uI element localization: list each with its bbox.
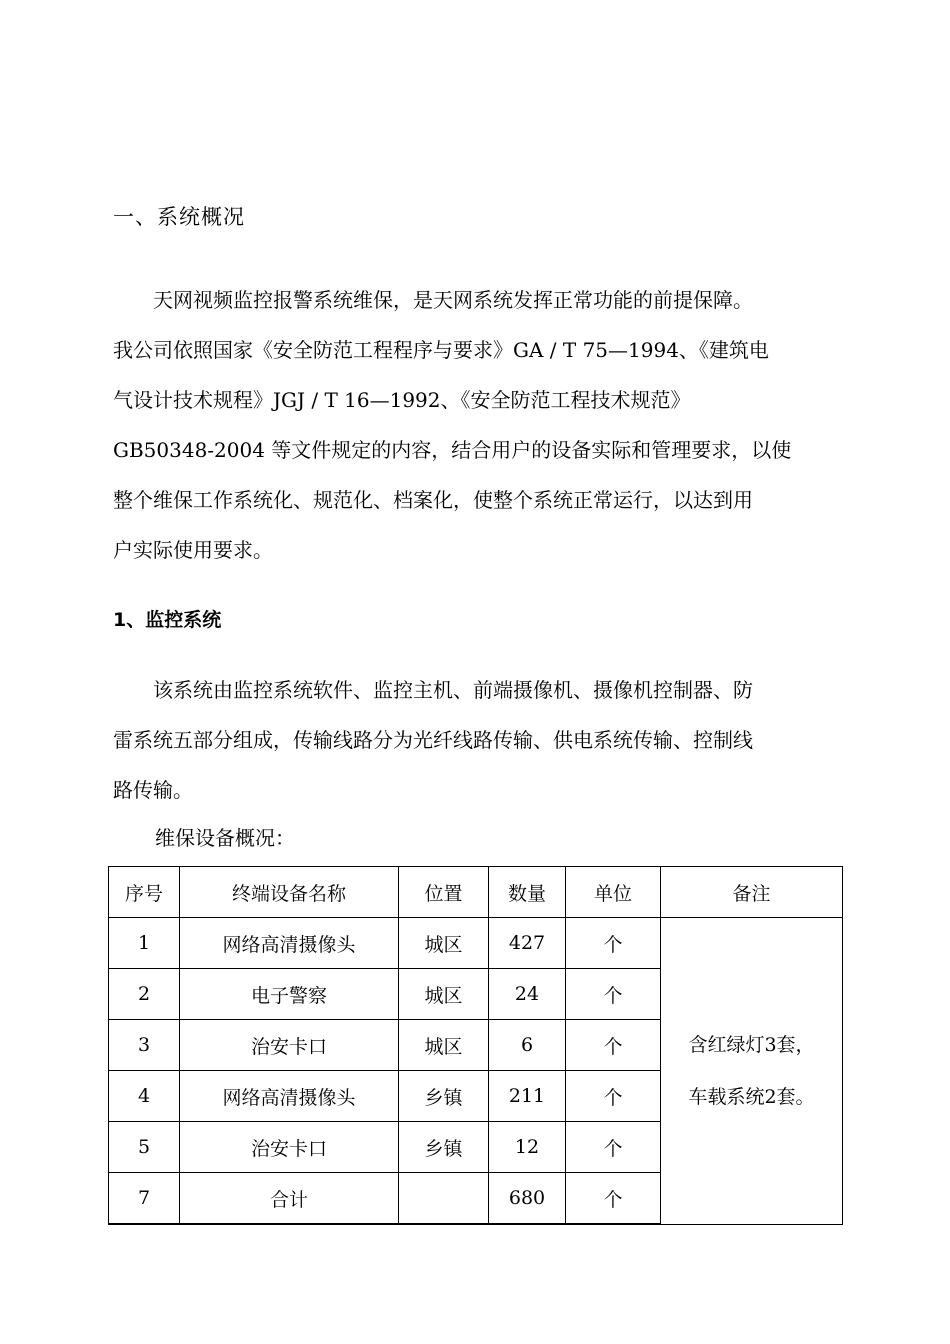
paragraph-line: GB50348-2004 等文件规定的内容，结合用户的设备实际和管理要求，以使 <box>113 438 792 462</box>
cell-index: 5 <box>109 1122 180 1173</box>
table-row <box>109 918 843 969</box>
section-heading-monitoring: 1、监控系统 <box>113 609 222 631</box>
cell-unit: 个 <box>566 969 661 1020</box>
table-intro: 维保设备概况： <box>155 826 295 850</box>
cell-location: 乡镇 <box>399 1122 489 1173</box>
cell-quantity: 12 <box>489 1122 566 1173</box>
monitoring-paragraph <box>113 665 840 815</box>
cell-quantity: 680 <box>489 1173 566 1225</box>
cell-unit: 个 <box>566 918 661 969</box>
cell-device-name: 治安卡口 <box>180 1122 399 1173</box>
cell-device-name: 合计 <box>180 1173 399 1225</box>
paragraph-line: 气设计技术规程》JGJ / T 16—1992、《安全防范工程技术规范》 <box>113 388 691 412</box>
table-header-row <box>109 867 843 918</box>
cell-device-name: 网络高清摄像头 <box>180 1071 399 1122</box>
paragraph-line: 户实际使用要求。 <box>113 538 273 562</box>
paragraph-line: 雷系统五部分组成，传输线路分为光纤线路传输、供电系统传输、控制线 <box>113 728 753 752</box>
header-location: 位置 <box>399 867 489 918</box>
cell-quantity: 24 <box>489 969 566 1020</box>
section-heading-overview: 一、系统概况 <box>113 205 245 229</box>
cell-unit: 个 <box>566 1122 661 1173</box>
cell-index: 3 <box>109 1020 180 1071</box>
remarks-line: 含红绿灯3套， <box>688 1033 815 1056</box>
cell-location: 城区 <box>399 1020 489 1071</box>
paragraph-line: 该系统由监控系统软件、监控主机、前端摄像机、摄像机控制器、防 <box>113 678 753 702</box>
cell-unit: 个 <box>566 1020 661 1071</box>
header-index: 序号 <box>109 867 180 918</box>
header-quantity: 数量 <box>489 867 566 918</box>
cell-location: 乡镇 <box>399 1071 489 1122</box>
cell-quantity: 427 <box>489 918 566 969</box>
cell-unit: 个 <box>566 1173 661 1225</box>
paragraph-line: 天网视频监控报警系统维保，是天网系统发挥正常功能的前提保障。 <box>113 288 753 312</box>
cell-location: 城区 <box>399 969 489 1020</box>
cell-device-name: 网络高清摄像头 <box>180 918 399 969</box>
overview-paragraph <box>113 275 840 575</box>
cell-device-name: 电子警察 <box>180 969 399 1020</box>
header-remarks: 备注 <box>661 867 843 918</box>
cell-device-name: 治安卡口 <box>180 1020 399 1071</box>
cell-location: 城区 <box>399 918 489 969</box>
paragraph-line: 路传输。 <box>113 778 193 802</box>
cell-quantity: 6 <box>489 1020 566 1071</box>
cell-index: 4 <box>109 1071 180 1122</box>
cell-unit: 个 <box>566 1071 661 1122</box>
cell-remarks <box>661 918 843 1225</box>
cell-location <box>399 1173 489 1225</box>
remarks-line: 车载系统2套。 <box>688 1085 815 1108</box>
equipment-table <box>108 866 843 1225</box>
paragraph-line: 整个维保工作系统化、规范化、档案化，使整个系统正常运行，以达到用 <box>113 488 753 512</box>
paragraph-line: 我公司依照国家《安全防范工程程序与要求》GA / T 75—1994、《建筑电 <box>113 338 769 362</box>
cell-index: 2 <box>109 969 180 1020</box>
cell-quantity: 211 <box>489 1071 566 1122</box>
header-device-name: 终端设备名称 <box>180 867 399 918</box>
cell-index: 7 <box>109 1173 180 1225</box>
cell-index: 1 <box>109 918 180 969</box>
header-unit: 单位 <box>566 867 661 918</box>
